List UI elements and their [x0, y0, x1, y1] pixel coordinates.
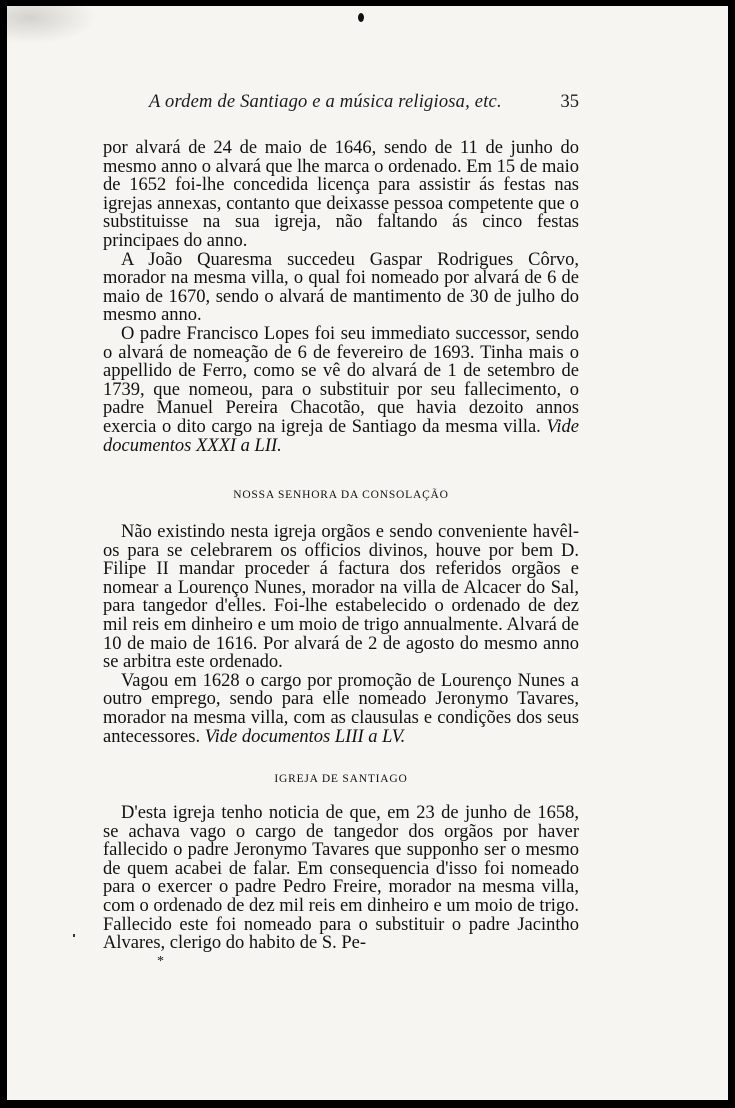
paragraph: A João Quaresma succedeu Gaspar Rodrigues Côrvo, morador na mesma villa, o qual foi nomeado por alvará de 6 de maio de 1670, sendo o alvará de mantimento de 30 de julho do mesmo anno. — [103, 249, 579, 326]
paragraph: Não existindo nesta igreja orgãos e sendo conveniente havêl-os para se celebrarem os officios divinos, houve por bem D. Filipe II mandar proceder á factura dos referidos orgãos e nomear a Lourenço Nunes, morador na villa de Alcacer do Sal, para tangedor d'elles. Foi-lhe estabelecido o ordenado de dez mil reis em dinheiro e um moio de trigo annualmente. Alvará de 10 de maio de 1616. Por alvará de 2 de agosto do mesmo anno se arbitra este ordenado. — [103, 522, 579, 673]
paragraph-text: Vagou em 1628 o cargo por promoção de Lourenço Nunes a outro emprego, sendo para elle nomeado Jeronymo Tavares, morador na mesma villa, com as clausulas e condições dos seus antecessores. — [103, 670, 579, 747]
body-block-2 — [103, 523, 579, 746]
paragraph: por alvará de 24 de maio de 1646, sendo de 11 de junho do mesmo anno o alvará que lhe marca o ordenado. Em 15 de maio de 1652 foi-lhe concedida licença para assistir ás festas nas igrejas annexas, contanto que deixasse pessoa competente que o substituisse na sua igreja, não faltando ás cinco festas principaes do anno. — [103, 138, 579, 251]
paragraph: D'esta igreja tenho noticia de que, em 23 de junho de 1658, se achava vago o cargo de tangedor dos orgãos por haver fallecido o padre Jeronymo Tavares que supponho ser o mesmo de quem acabei de falar. Em consequencia d'isso foi nomeado para o exercer o padre Pedro Freire, morador na mesma villa, com o ordenado de dez mil reis em dinheiro e um moio de trigo. Fallecido este foi nomeado para o substituir o padre Jacintho Alvares, clerigo do habito de S. Pe- — [103, 803, 579, 954]
running-title: A ordem de Santiago e a música religiosa, etc. — [149, 92, 502, 112]
book-page — [7, 6, 728, 1100]
body-block-1 — [103, 139, 579, 455]
scan-smudge — [7, 6, 97, 44]
section-heading: IGREJA DE SANTIAGO — [274, 773, 408, 785]
section-heading: NOSSA SENHORA DA CONSOLAÇÃO — [233, 489, 449, 501]
signature-mark: * — [157, 954, 164, 969]
binding-dot — [358, 13, 364, 22]
page-number: 35 — [560, 92, 579, 112]
paragraph — [103, 325, 579, 455]
margin-mark — [73, 934, 75, 937]
paragraph-text: O padre Francisco Lopes foi seu immediato successor, sendo o alvará de nomeação de 6 de fevereiro de 1693. Tinha mais o appellido de Ferro, como se vê do alvará de 1 de setembro de 1739, que nomeou, para o substituir por seu fallecimento, o padre Manuel Pereira Chacotão, que havia dezoito annos exercia o dito cargo na igreja de Santiago da mesma villa. — [103, 323, 579, 437]
paragraph — [103, 672, 579, 746]
body-block-3 — [103, 804, 579, 953]
document-reference: Vide documentos LIII a LV. — [204, 726, 406, 747]
document-reference: Vide documentos XXXI a LII. — [103, 416, 579, 456]
